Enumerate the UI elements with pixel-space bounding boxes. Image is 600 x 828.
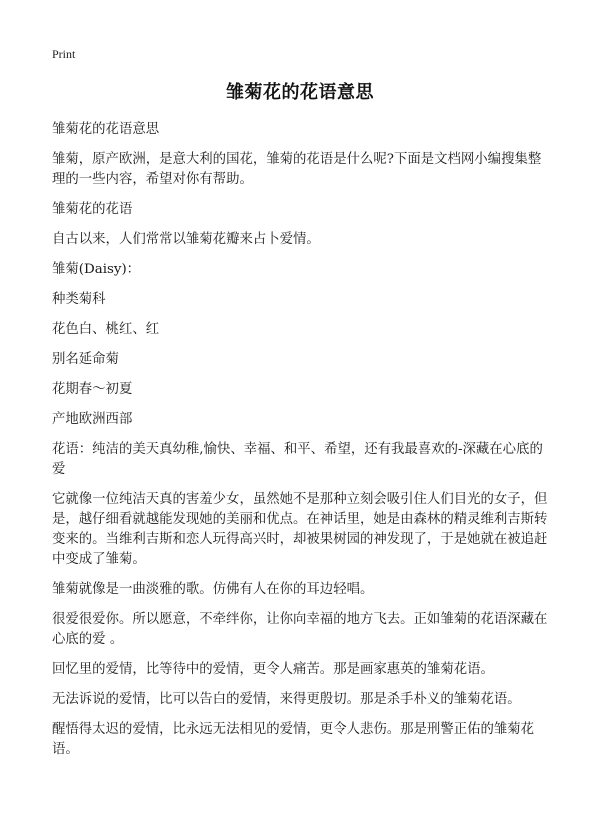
- paragraph: 花期春～初夏: [52, 382, 133, 397]
- paragraph: 回忆里的爱情，比等待中的爱情，更令人痛苦。那是画家惠英的雏菊花语。: [52, 662, 494, 677]
- paragraph: 雏菊(Daisy)：: [52, 262, 141, 277]
- paragraph: 别名延命菊: [52, 352, 119, 367]
- paragraph: 它就像一位纯洁天真的害羞少女，虽然她不是那种立刻会吸引住人们目光的女子，但是，越仔细看就越能发现她的美丽和优点。在神话里，她是由森林的精灵维利吉斯转变来的。当维利吉斯和恋人玩得高兴时，却被果树园的神发现了，于是她就在被追赶中变成了雏菊。: [52, 492, 548, 567]
- paragraph: 醒悟得太迟的爱情，比永远无法相见的爱情，更令人悲伤。那是刑警正佑的雏菊花语。: [52, 722, 535, 757]
- paragraph: 很爱很爱你。所以愿意，不牵绊你，让你向幸福的地方飞去。正如雏菊的花语深藏在心底的爱 。: [52, 612, 548, 647]
- paragraph: 雏菊花的花语: [52, 202, 133, 217]
- article-body: [52, 120, 552, 770]
- paragraph: 自古以来，人们常常以雏菊花瓣来占卜爱情。: [52, 232, 320, 247]
- paragraph: 产地欧洲西部: [52, 412, 133, 427]
- paragraph: 花色白、桃红、红: [52, 322, 160, 337]
- paragraph: 雏菊就像是一曲淡雅的歌。仿佛有人在你的耳边轻唱。: [52, 582, 374, 597]
- paragraph: 种类菊科: [52, 292, 106, 307]
- paragraph: 雏菊，原产欧洲，是意大利的国花，雏菊的花语是什么呢?下面是文档网小编搜集整理的一些内容，希望对你有帮助。: [52, 152, 542, 187]
- paragraph: 雏菊花的花语意思: [52, 122, 160, 137]
- paragraph: 无法诉说的爱情，比可以告白的爱情，来得更殷切。那是杀手朴义的雏菊花语。: [52, 692, 521, 707]
- paragraph: 花语：纯洁的美天真幼稚,愉快、幸福、和平、希望，还有我最喜欢的-深藏在心底的爱: [52, 442, 543, 477]
- page-title: 雏菊花的花语意思: [226, 82, 374, 103]
- print-link[interactable]: Print: [52, 47, 76, 61]
